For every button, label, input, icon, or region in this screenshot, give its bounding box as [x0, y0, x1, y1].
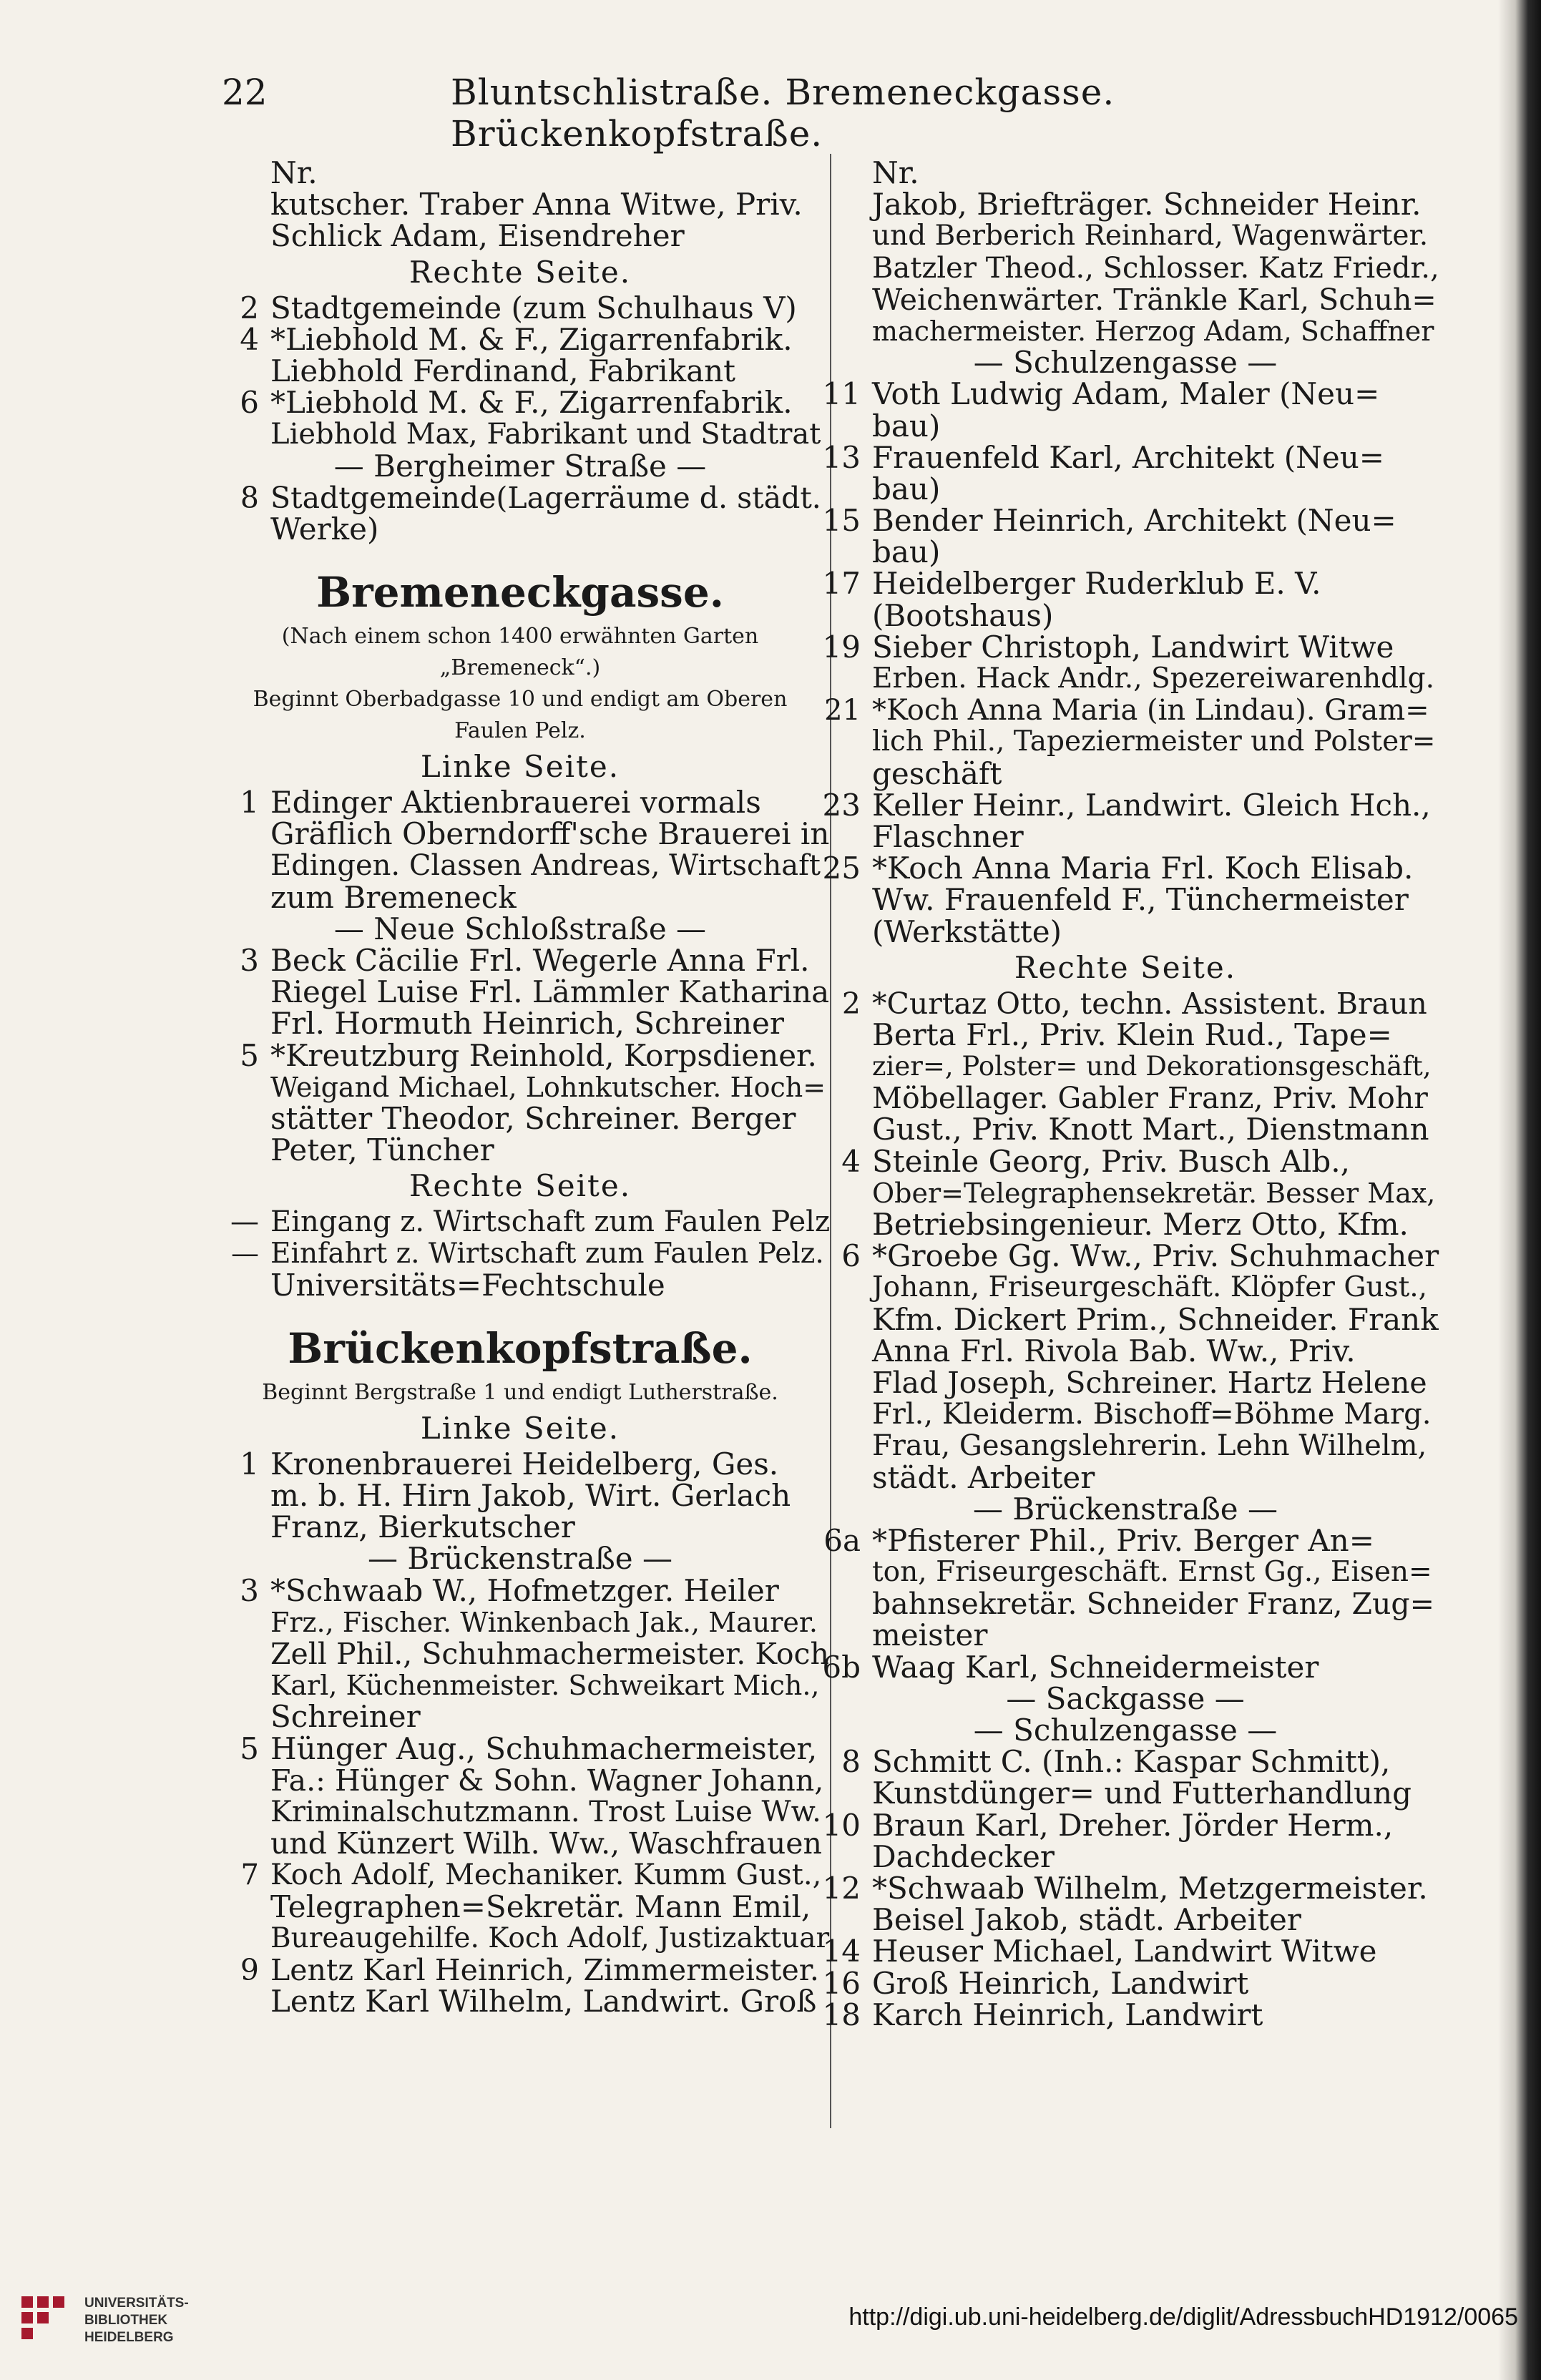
house-entry [811, 853, 1440, 884]
entry-text: Braun Karl, Dreher. Jörder Herm., [872, 1807, 1394, 1843]
entry-text: Beck Cäcilie Frl. Wegerle Anna Frl. [270, 943, 810, 978]
entry-text: Karch Heinrich, Landwirt [872, 1997, 1263, 2032]
entry-continuation: Gust., Priv. Knott Mart., Dienstmann [872, 1112, 1429, 1147]
entry-continuation: bau) [872, 471, 941, 506]
entry-continuation: Betriebsingenieur. Merz Otto, Kfm. [872, 1207, 1409, 1242]
entry-continuation: meister [872, 1617, 988, 1653]
house-number: 4 [240, 321, 259, 357]
house-entry [209, 945, 831, 976]
house-number: 11 [822, 376, 861, 412]
house-entry [209, 1859, 831, 1891]
entry-text: Stadtgemeinde (zum Schulhaus V) [270, 290, 797, 325]
entry-text: Eingang z. Wirtschaft zum Faulen Pelz [270, 1205, 831, 1239]
cross-street-marker: — Sackgasse — [1006, 1680, 1245, 1716]
entry-text: *Koch Anna Maria (in Lindau). Gram= [872, 694, 1429, 728]
house-entry [209, 1446, 831, 1482]
entry-continuation: und Künzert Wilh. Ww., Waschfrauen [270, 1826, 822, 1861]
entry-continuation: Frl. Hormuth Heinrich, Schreiner [270, 1006, 784, 1042]
right-column [811, 157, 1440, 2031]
entry-continuation: Schreiner [270, 1699, 421, 1735]
spacer [209, 1301, 831, 1320]
entry-continuation: Telegraphen=Sekretär. Mann Emil, [270, 1889, 811, 1924]
house-number: 8 [841, 1744, 861, 1780]
entry-continuation: stätter Theodor, Schreiner. Berger [270, 1100, 796, 1136]
house-number: 25 [822, 851, 861, 886]
left-column [209, 157, 831, 2017]
house-number: 4 [841, 1143, 861, 1179]
library-name-line: BIBLIOTHEK [84, 2313, 168, 2328]
library-name-line: UNIVERSITÄTS- [84, 2296, 189, 2311]
entry-text: Hünger Aug., Schuhmachermeister, [270, 1730, 818, 1766]
entry-continuation: Bureaugehilfe. Koch Adolf, Justizaktuar [270, 1921, 830, 1954]
entry-text: Bender Heinrich, Architekt (Neu= [872, 503, 1396, 539]
house-number: 17 [822, 566, 861, 602]
entry-continuation: Gräflich Oberndorff'sche Brauerei in [270, 816, 830, 852]
entry-continuation: Weigand Michael, Lohnkutscher. Hoch= [270, 1071, 826, 1103]
house-entry [811, 505, 1440, 537]
house-number: 18 [822, 1997, 861, 2032]
house-entry [209, 1730, 831, 1766]
house-entry [811, 1870, 1440, 1906]
side-heading: Rechte Seite. [1014, 949, 1237, 985]
house-number: 6 [841, 1238, 861, 1274]
entry-text: Nr. [270, 155, 318, 190]
spacer [209, 545, 831, 564]
entry-text: *Schwaab W., Hofmetzger. Heiler [270, 1572, 779, 1608]
house-entry [209, 1572, 831, 1608]
house-number: 6 [240, 385, 259, 421]
entry-text: *Pfisterer Phil., Priv. Berger An= [872, 1522, 1374, 1558]
entry-continuation: Liebhold Max, Fabrikant und Stadtrat [270, 418, 821, 451]
house-number: 7 [240, 1859, 259, 1892]
entry-continuation: Lentz Karl Wilhelm, Landwirt. Groß [270, 1984, 817, 2019]
entry-continuation: Erben. Hack Andr., Spezereiwarenhdlg. [872, 662, 1434, 695]
house-number: 9 [240, 1952, 259, 1987]
house-entry [209, 321, 831, 357]
entry-continuation: Kunstdünger= und Futterhandlung [872, 1776, 1412, 1811]
running-title: Bluntschlistraße. Bremeneckgasse. Brückenkopfstraße. [451, 72, 1115, 155]
house-number: 3 [240, 1572, 259, 1608]
library-name [84, 2295, 189, 2346]
cross-street-marker: — Brückenstraße — [367, 1541, 673, 1577]
house-number: 12 [822, 1870, 861, 1906]
street-note: Beginnt Bergstraße 1 und endigt Lutherstraße. [262, 1379, 778, 1405]
entry-continuation: Karl, Küchenmeister. Schweikart Mich., [270, 1670, 820, 1702]
house-number: 6a [823, 1522, 861, 1558]
house-entry [811, 566, 1440, 602]
house-number: 5 [240, 1037, 259, 1073]
entry-text: Kronenbrauerei Heidelberg, Ges. [270, 1446, 779, 1482]
house-entry [811, 1999, 1440, 2031]
house-entry [209, 157, 831, 189]
house-entry [811, 1143, 1440, 1179]
entry-continuation: (Werkstätte) [872, 914, 1062, 949]
entry-text: *Liebhold M. & F., Zigarrenfabrik. [270, 321, 793, 357]
entry-continuation: Möbellager. Gabler Franz, Priv. Mohr [872, 1081, 1428, 1116]
house-entry [811, 1522, 1440, 1558]
entry-text: *Liebhold M. & F., Zigarrenfabrik. [270, 385, 793, 421]
entry-continuation: Batzler Theod., Schlosser. Katz Friedr., [872, 251, 1439, 285]
entry-continuation: m. b. H. Hirn Jakob, Wirt. Gerlach [270, 1478, 791, 1514]
entry-continuation: Flaschner [872, 818, 1024, 854]
street-heading: Brückenkopfstraße. [288, 1323, 753, 1373]
entry-continuation: Berta Frl., Priv. Klein Rud., Tape= [872, 1017, 1392, 1052]
house-entry [209, 1206, 831, 1238]
entry-continuation: Anna Frl. Rivola Bab. Ww., Priv. [872, 1333, 1356, 1368]
entry-continuation: Edingen. Classen Andreas, Wirtschaft [270, 849, 821, 883]
entry-continuation: Universitäts=Fechtschule [270, 1267, 665, 1303]
entry-continuation: Weichenwärter. Tränkle Karl, Schuh= [872, 282, 1437, 317]
side-heading: Linke Seite. [420, 749, 620, 785]
house-entry [811, 1649, 1440, 1685]
entry-text: Koch Adolf, Mechaniker. Kumm Gust., [270, 1859, 822, 1892]
street-heading: Bremeneckgasse. [316, 568, 724, 617]
house-number: 19 [822, 629, 861, 665]
entry-text: Nr. [872, 155, 919, 190]
footer [0, 2282, 1541, 2380]
entry-continuation: machermeister. Herzog Adam, Schaffner [872, 315, 1434, 347]
entry-text: Groß Heinrich, Landwirt [872, 1965, 1249, 2001]
page-number: 22 [222, 72, 268, 113]
house-entry [811, 1807, 1440, 1843]
entry-continuation: Flad Joseph, Schreiner. Hartz Helene [872, 1365, 1427, 1400]
house-entry [811, 988, 1440, 1019]
entry-continuation: ton, Friseurgeschäft. Ernst Gg., Eisen= [872, 1556, 1432, 1589]
cross-street-marker: — Schulzengasse — [973, 345, 1278, 381]
street-note: Faulen Pelz. [454, 718, 586, 744]
entry-continuation: Jakob, Briefträger. Schneider Heinr. [872, 187, 1422, 222]
house-number: 6b [822, 1649, 861, 1685]
entry-text: *Koch Anna Maria Frl. Koch Elisab. [872, 851, 1414, 886]
house-entry [209, 1954, 831, 1986]
entry-text: *Kreutzburg Reinhold, Korpsdiener. [270, 1037, 817, 1073]
house-entry [811, 439, 1440, 475]
entry-continuation: Johann, Friseurgeschäft. Klöpfer Gust., [872, 1271, 1428, 1304]
entry-continuation: Kfm. Dickert Prim., Schneider. Frank [872, 1301, 1439, 1337]
entry-continuation: Beisel Jakob, städt. Arbeiter [872, 1902, 1301, 1938]
house-number: 2 [841, 986, 861, 1021]
house-number: 1 [240, 785, 259, 821]
house-number: 23 [822, 787, 861, 823]
entry-text: Keller Heinr., Landwirt. Gleich Hch., [872, 787, 1431, 823]
house-number: 2 [240, 290, 259, 325]
entry-text: Stadtgemeinde(Lagerräume d. städt. [270, 480, 821, 515]
house-entry [811, 1965, 1440, 2001]
entry-continuation: kutscher. Traber Anna Witwe, Priv. [270, 187, 803, 222]
running-head [215, 72, 1216, 155]
entry-continuation: bau) [872, 534, 941, 570]
entry-text: Lentz Karl Heinrich, Zimmermeister. [270, 1952, 819, 1987]
entry-text: *Curtaz Otto, techn. Assistent. Braun [872, 986, 1427, 1021]
street-note: „Bremeneck“.) [439, 655, 601, 681]
entry-text: Heuser Michael, Landwirt Witwe [872, 1934, 1377, 1969]
house-number: 3 [240, 943, 259, 978]
house-number: 21 [824, 694, 861, 728]
house-entry [811, 1746, 1440, 1778]
entry-continuation: Werke) [270, 511, 379, 547]
entry-continuation: Peter, Tüncher [270, 1132, 494, 1168]
entry-text: Edinger Aktienbrauerei vormals [270, 785, 761, 821]
entry-continuation: Franz, Bierkutscher [270, 1509, 575, 1545]
entry-text: *Groebe Gg. Ww., Priv. Schuhmacher [872, 1238, 1439, 1274]
house-entry [209, 290, 831, 325]
entry-continuation: Frau, Gesangslehrerin. Lehn Wilhelm, [872, 1429, 1427, 1463]
side-heading: Rechte Seite. [409, 254, 632, 290]
entry-text: Heidelberger Ruderklub E. V. [872, 566, 1321, 602]
entry-continuation: zier=, Polster= und Dekorationsgeschäft, [872, 1051, 1432, 1082]
entry-continuation: Schlick Adam, Eisendreher [270, 218, 685, 254]
library-name-line: HEIDELBERG [84, 2330, 174, 2345]
entry-continuation: bau) [872, 408, 941, 444]
side-heading: Linke Seite. [420, 1410, 620, 1446]
side-heading: Rechte Seite. [409, 1168, 632, 1204]
entry-continuation: lich Phil., Tapeziermeister und Polster= [872, 725, 1436, 758]
entry-continuation: Dachdecker [872, 1838, 1055, 1874]
house-entry [811, 378, 1440, 410]
entry-continuation: Frl., Kleiderm. Bischoff=Böhme Marg. [872, 1398, 1432, 1431]
street-note: (Nach einem schon 1400 erwähnten Garten [281, 624, 759, 650]
entry-continuation: Liebhold Ferdinand, Fabrikant [270, 353, 736, 388]
entry-continuation: Kriminalschutzmann. Trost Luise Ww. [270, 1795, 821, 1828]
house-number: 8 [240, 480, 259, 515]
entry-continuation: geschäft [872, 755, 1002, 791]
house-number: 10 [822, 1807, 861, 1843]
entry-continuation: bahnsekretär. Schneider Franz, Zug= [872, 1587, 1435, 1622]
entry-continuation: Zell Phil., Schuhmachermeister. Koch [270, 1637, 829, 1671]
entry-continuation: Ober=Telegraphensekretär. Besser Max, [872, 1177, 1436, 1209]
entry-continuation: Fa.: Hünger & Sohn. Wagner Johann, [270, 1763, 824, 1798]
cross-street-marker: — Schulzengasse — [973, 1713, 1278, 1748]
entry-text: Sieber Christoph, Landwirt Witwe [872, 629, 1394, 665]
cross-street-marker: — Brückenstraße — [972, 1491, 1278, 1527]
house-number: 16 [822, 1965, 861, 2001]
entry-continuation: zum Bremeneck [270, 879, 517, 915]
house-number: 13 [822, 439, 861, 475]
house-number: 15 [822, 503, 861, 539]
entry-continuation: und Berberich Reinhard, Wagenwärter. [872, 220, 1429, 253]
entry-text: Steinle Georg, Priv. Busch Alb., [872, 1143, 1350, 1179]
house-entry [811, 1936, 1440, 1967]
cross-street-marker: — Neue Schloßstraße — [333, 911, 707, 946]
entry-continuation: (Bootshaus) [872, 597, 1054, 633]
entry-text: Frauenfeld Karl, Architekt (Neu= [872, 439, 1384, 475]
house-entry [811, 787, 1440, 823]
house-entry [811, 629, 1440, 665]
house-entry [209, 482, 831, 514]
entry-continuation: Riegel Luise Frl. Lämmler Katharina [270, 974, 830, 1010]
library-logo-icon [20, 2295, 66, 2341]
source-url-link[interactable]: http://digi.ub.uni-heidelberg.de/diglit/AdressbuchHD1912/0065 [848, 2303, 1518, 2331]
entry-continuation: Ww. Frauenfeld F., Tünchermeister [872, 882, 1409, 918]
entry-continuation: städt. Arbeiter [872, 1459, 1095, 1495]
house-number: — [230, 1205, 259, 1239]
house-entry [811, 695, 1440, 726]
entry-text: Einfahrt z. Wirtschaft zum Faulen Pelz. [270, 1237, 824, 1270]
house-number: — [231, 1237, 259, 1270]
house-number: 1 [240, 1446, 259, 1482]
house-entry [209, 1037, 831, 1073]
entry-continuation: Frz., Fischer. Winkenbach Jak., Maurer. [270, 1606, 818, 1638]
cross-street-marker: — Bergheimer Straße — [333, 448, 707, 484]
house-entry [209, 1238, 831, 1270]
house-number: 5 [240, 1730, 259, 1766]
house-entry [811, 1240, 1440, 1272]
entry-text: Schmitt C. (Inh.: Kaspar Schmitt), [872, 1744, 1391, 1780]
house-entry [209, 385, 831, 421]
entry-text: *Schwaab Wilhelm, Metzgermeister. [872, 1870, 1428, 1906]
house-entry [811, 157, 1440, 189]
house-number: 14 [822, 1934, 861, 1969]
entry-text: Voth Ludwig Adam, Maler (Neu= [872, 376, 1380, 412]
entry-text: Waag Karl, Schneidermeister [872, 1649, 1319, 1685]
page-edge-scan-shadow [1498, 0, 1541, 2380]
street-note: Beginnt Oberbadgasse 10 und endigt am Oberen [253, 687, 788, 712]
house-entry [209, 785, 831, 821]
